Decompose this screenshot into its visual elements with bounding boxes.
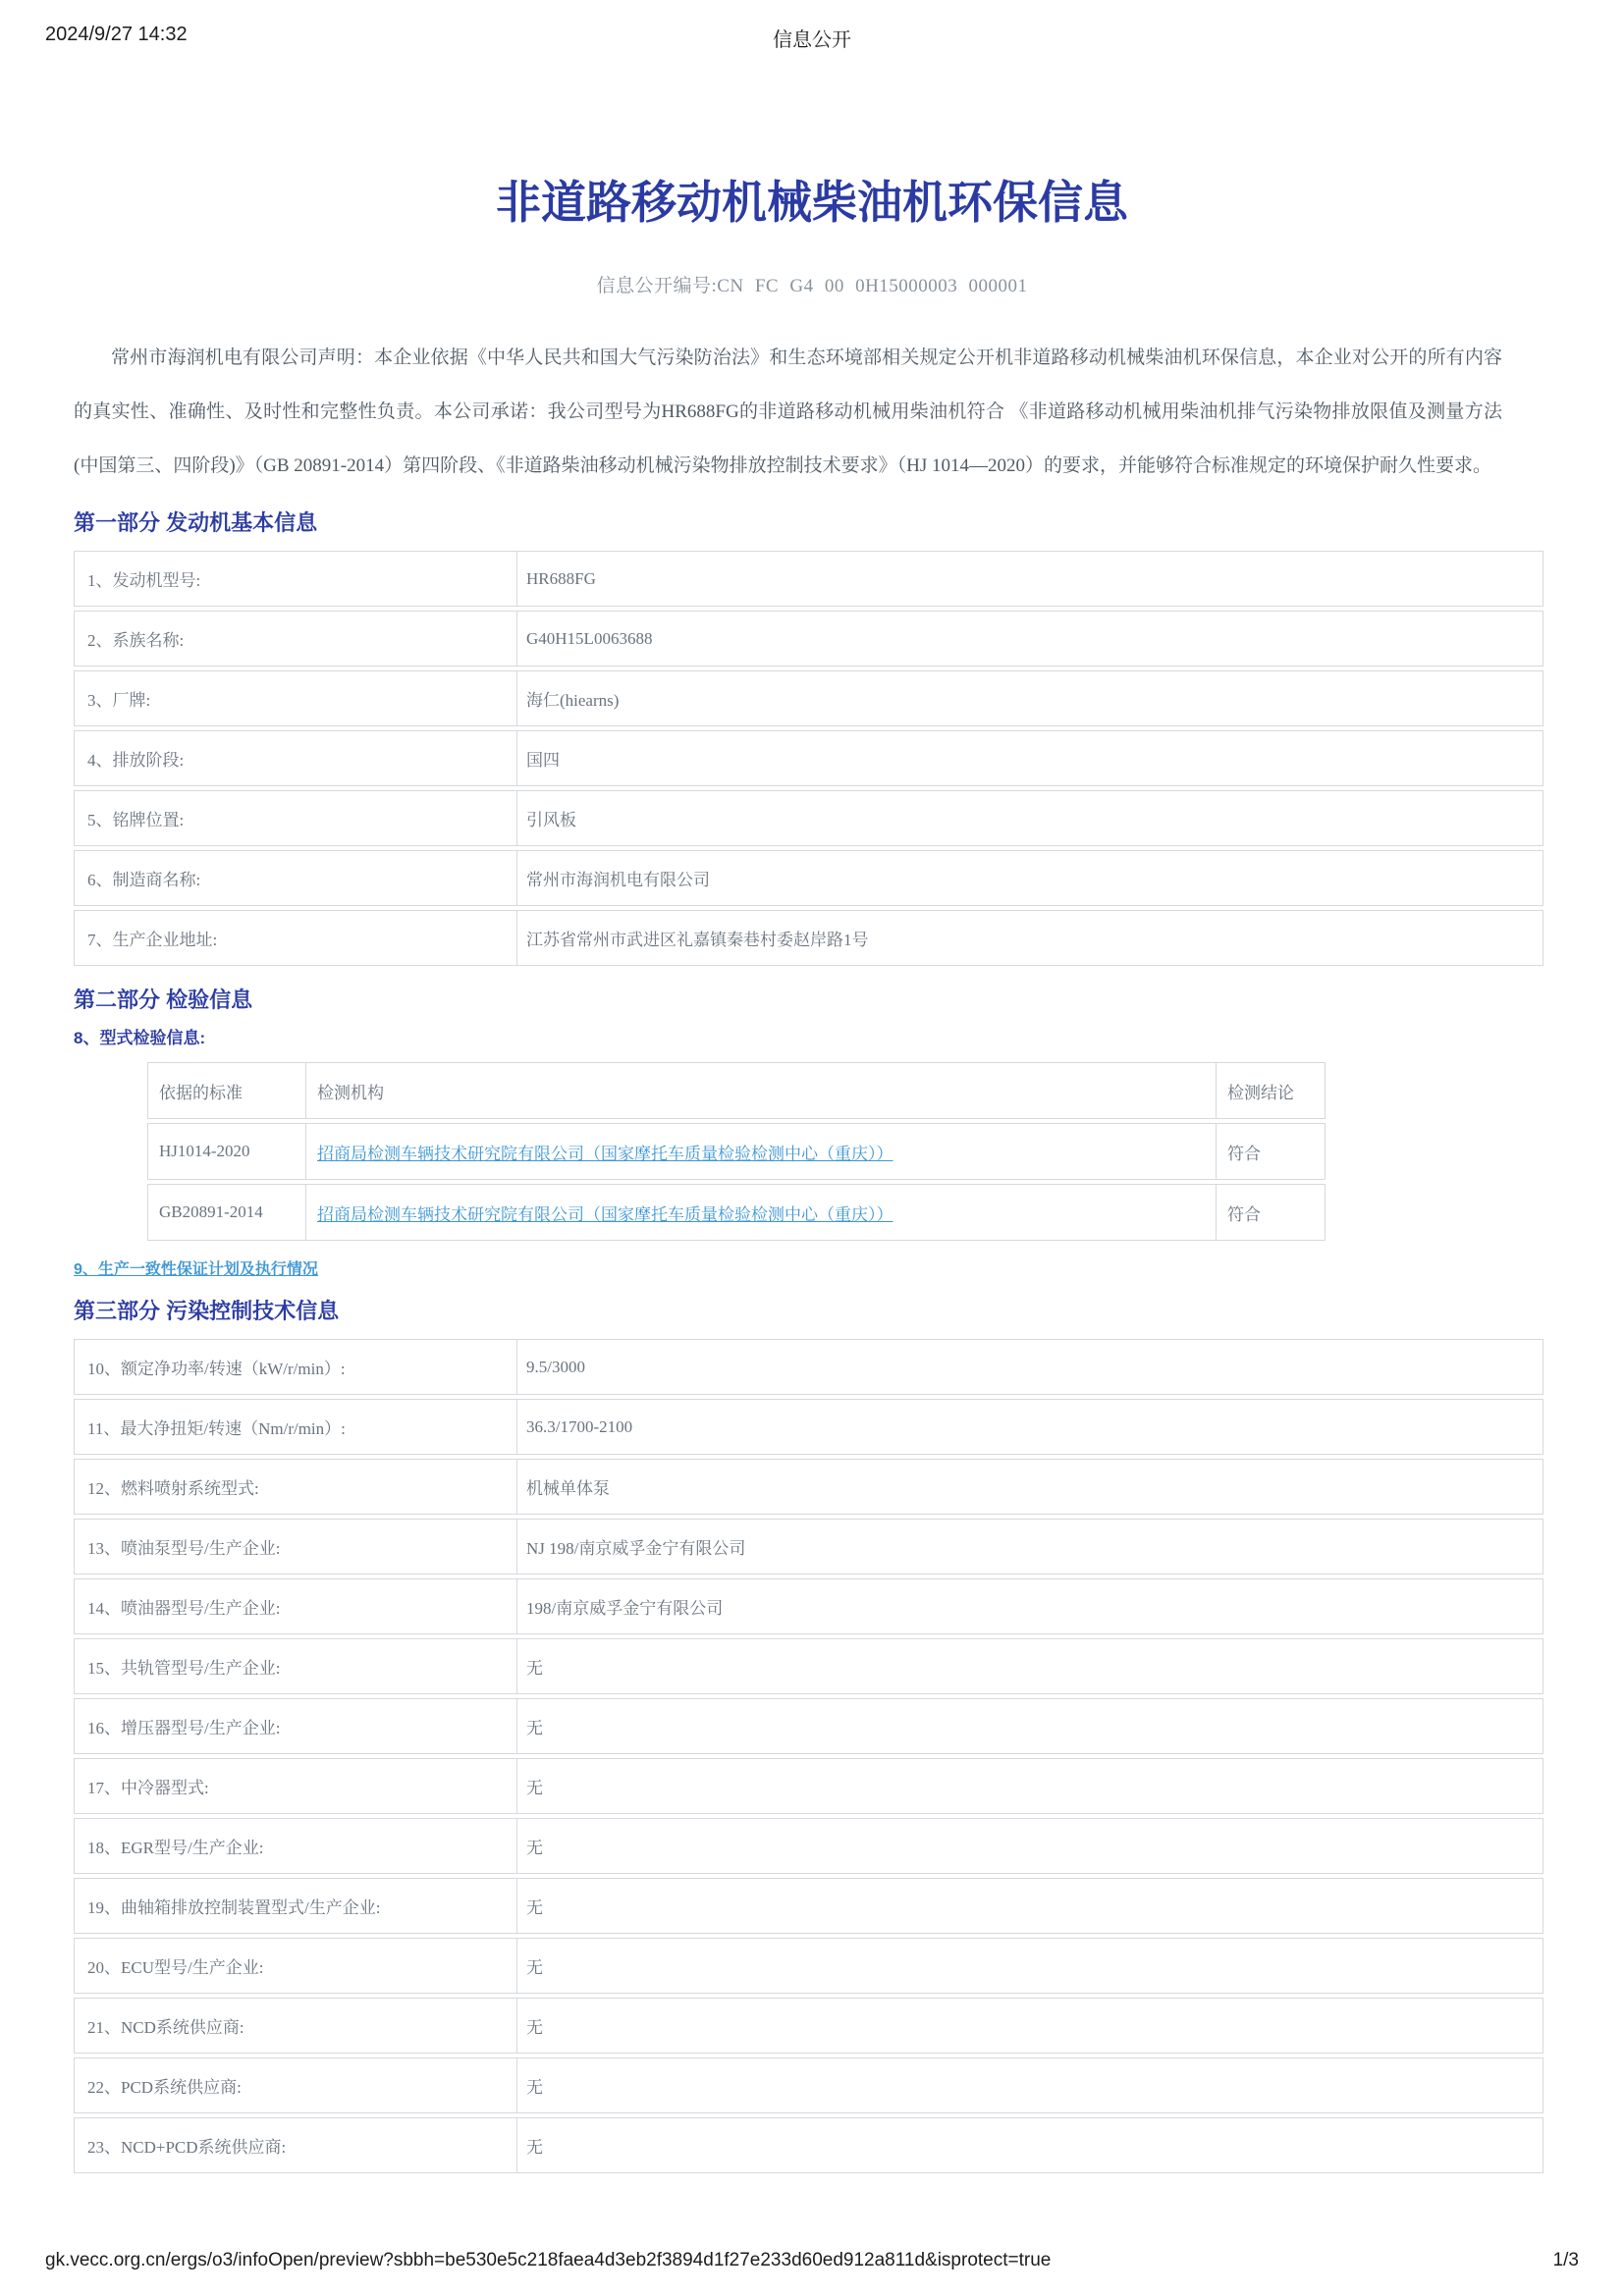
row-value: 无 (517, 1938, 1543, 1994)
agency-cell (306, 1123, 1217, 1180)
table-row (74, 730, 1543, 786)
row-value: 无 (517, 2057, 1543, 2113)
row-label: 17、中冷器型式: (74, 1758, 517, 1814)
standard-cell: HJ1014-2020 (147, 1123, 306, 1180)
table-row (74, 611, 1543, 667)
table-row (74, 1698, 1543, 1754)
column-header-standard: 依据的标准 (147, 1062, 306, 1119)
row-value: 9.5/3000 (517, 1339, 1543, 1395)
production-consistency-link[interactable]: 9、生产一致性保证计划及执行情况 (74, 1261, 318, 1278)
row-label: 1、发动机型号: (74, 551, 517, 607)
row-label: 20、ECU型号/生产企业: (74, 1938, 517, 1994)
section2-heading: 第二部分 检验信息 (74, 988, 253, 1012)
engine-basic-info-table (74, 547, 1543, 970)
row-value: 无 (517, 2117, 1543, 2173)
print-datetime: 2024/9/27 14:32 (45, 24, 188, 45)
table-row (74, 1938, 1543, 1994)
row-value: 引风板 (517, 790, 1543, 846)
row-label: 10、额定净功率/转速（kW/r/min）: (74, 1339, 517, 1395)
table-row (74, 551, 1543, 607)
row-value: 海仁(hiearns) (517, 670, 1543, 726)
section1-heading: 第一部分 发动机基本信息 (74, 510, 318, 535)
row-value: 无 (517, 1698, 1543, 1754)
row-label: 22、PCD系统供应商: (74, 2057, 517, 2113)
row-label: 12、燃料喷射系统型式: (74, 1459, 517, 1515)
table-row (74, 1459, 1543, 1515)
row-label: 23、NCD+PCD系统供应商: (74, 2117, 517, 2173)
row-label: 15、共轨管型号/生产企业: (74, 1638, 517, 1694)
table-row (74, 1519, 1543, 1575)
type-test-header-row (147, 1062, 1326, 1119)
section3-heading: 第三部分 污染控制技术信息 (74, 1299, 340, 1323)
row-label: 21、NCD系统供应商: (74, 1998, 517, 2054)
table-row (74, 850, 1543, 906)
table-row (74, 910, 1543, 966)
row-value: 198/南京威孚金宁有限公司 (517, 1578, 1543, 1634)
row-label: 5、铭牌位置: (74, 790, 517, 846)
print-page-title: 信息公开 (773, 29, 851, 51)
page-indicator: 1/3 (1552, 2250, 1579, 2270)
row-value: 36.3/1700-2100 (517, 1399, 1543, 1455)
row-label: 19、曲轴箱排放控制装置型式/生产企业: (74, 1878, 517, 1934)
table-row (74, 790, 1543, 846)
info-disclosure-code: 信息公开编号:CN FC G4 00 0H15000003 000001 (596, 276, 1028, 296)
row-label: 7、生产企业地址: (74, 910, 517, 966)
row-value: 江苏省常州市武进区礼嘉镇秦巷村委赵岸路1号 (517, 910, 1543, 966)
result-cell: 符合 (1217, 1184, 1326, 1241)
type-test-subheading: 8、型式检验信息: (74, 1029, 206, 1047)
declaration-paragraph: 常州市海润机电有限公司声明：本企业依据《中华人民共和国大气污染防治法》和生态环境部相关规定公开机非道路移动机械柴油机环保信息，本企业对公开的所有内容的真实性、准确性、及时性和完整性负责。本公司承诺：我公司型号为HR688FG的非道路移动机械用柴油机符合 《非道路移动机械用柴油机排气污染物排放限值及测量方法(中国第三、四阶段)》（GB 20891-2014）第四阶段、《非道路柴油移动机械污染物排放控制技术要求》（HJ 1014—2020）的要求，并能够符合标准规定的环境保护耐久性要求。 (74, 347, 1502, 476)
agency-cell (306, 1184, 1217, 1241)
row-value: 无 (517, 1818, 1543, 1874)
table-row (74, 670, 1543, 726)
agency-link[interactable]: 招商局检测车辆技术研究院有限公司（国家摩托车质量检验检测中心（重庆）） (317, 1204, 893, 1224)
type-test-row (147, 1123, 1326, 1180)
row-label: 3、厂牌: (74, 670, 517, 726)
table-row (74, 1818, 1543, 1874)
table-row (74, 1399, 1543, 1455)
row-value: 常州市海润机电有限公司 (517, 850, 1543, 906)
row-value: NJ 198/南京威孚金宁有限公司 (517, 1519, 1543, 1575)
row-label: 6、制造商名称: (74, 850, 517, 906)
row-label: 11、最大净扭矩/转速（Nm/r/min）: (74, 1399, 517, 1455)
row-value: 无 (517, 1998, 1543, 2054)
row-value: 无 (517, 1878, 1543, 1934)
footer-url: gk.vecc.org.cn/ergs/o3/infoOpen/preview?sbbh=be530e5c218faea4d3eb2f3894d1f27e233d60ed912a811d&isprotect=true (45, 2250, 1052, 2270)
type-test-table (147, 1058, 1326, 1245)
row-value: G40H15L0063688 (517, 611, 1543, 667)
table-row (74, 2117, 1543, 2173)
table-row (74, 1758, 1543, 1814)
table-row (74, 1998, 1543, 2054)
table-row (74, 2057, 1543, 2113)
print-footer (45, 2250, 1579, 2271)
result-cell: 符合 (1217, 1123, 1326, 1180)
table-row (74, 1578, 1543, 1634)
row-value: 机械单体泵 (517, 1459, 1543, 1515)
column-header-agency: 检测机构 (306, 1062, 1217, 1119)
row-label: 16、增压器型号/生产企业: (74, 1698, 517, 1754)
pollution-control-table (74, 1335, 1543, 2177)
standard-cell: GB20891-2014 (147, 1184, 306, 1241)
row-value: 无 (517, 1758, 1543, 1814)
agency-link[interactable]: 招商局检测车辆技术研究院有限公司（国家摩托车质量检验检测中心（重庆）） (317, 1144, 893, 1163)
column-header-result: 检测结论 (1217, 1062, 1326, 1119)
row-label: 18、EGR型号/生产企业: (74, 1818, 517, 1874)
table-row (74, 1878, 1543, 1934)
row-label: 13、喷油泵型号/生产企业: (74, 1519, 517, 1575)
type-test-row (147, 1184, 1326, 1241)
row-value: 国四 (517, 730, 1543, 786)
row-label: 14、喷油器型号/生产企业: (74, 1578, 517, 1634)
table-row (74, 1638, 1543, 1694)
row-value: HR688FG (517, 551, 1543, 607)
document-title: 非道路移动机械柴油机环保信息 (496, 177, 1128, 228)
row-value: 无 (517, 1638, 1543, 1694)
row-label: 4、排放阶段: (74, 730, 517, 786)
row-label: 2、系族名称: (74, 611, 517, 667)
print-header (45, 24, 1579, 49)
table-row (74, 1339, 1543, 1395)
